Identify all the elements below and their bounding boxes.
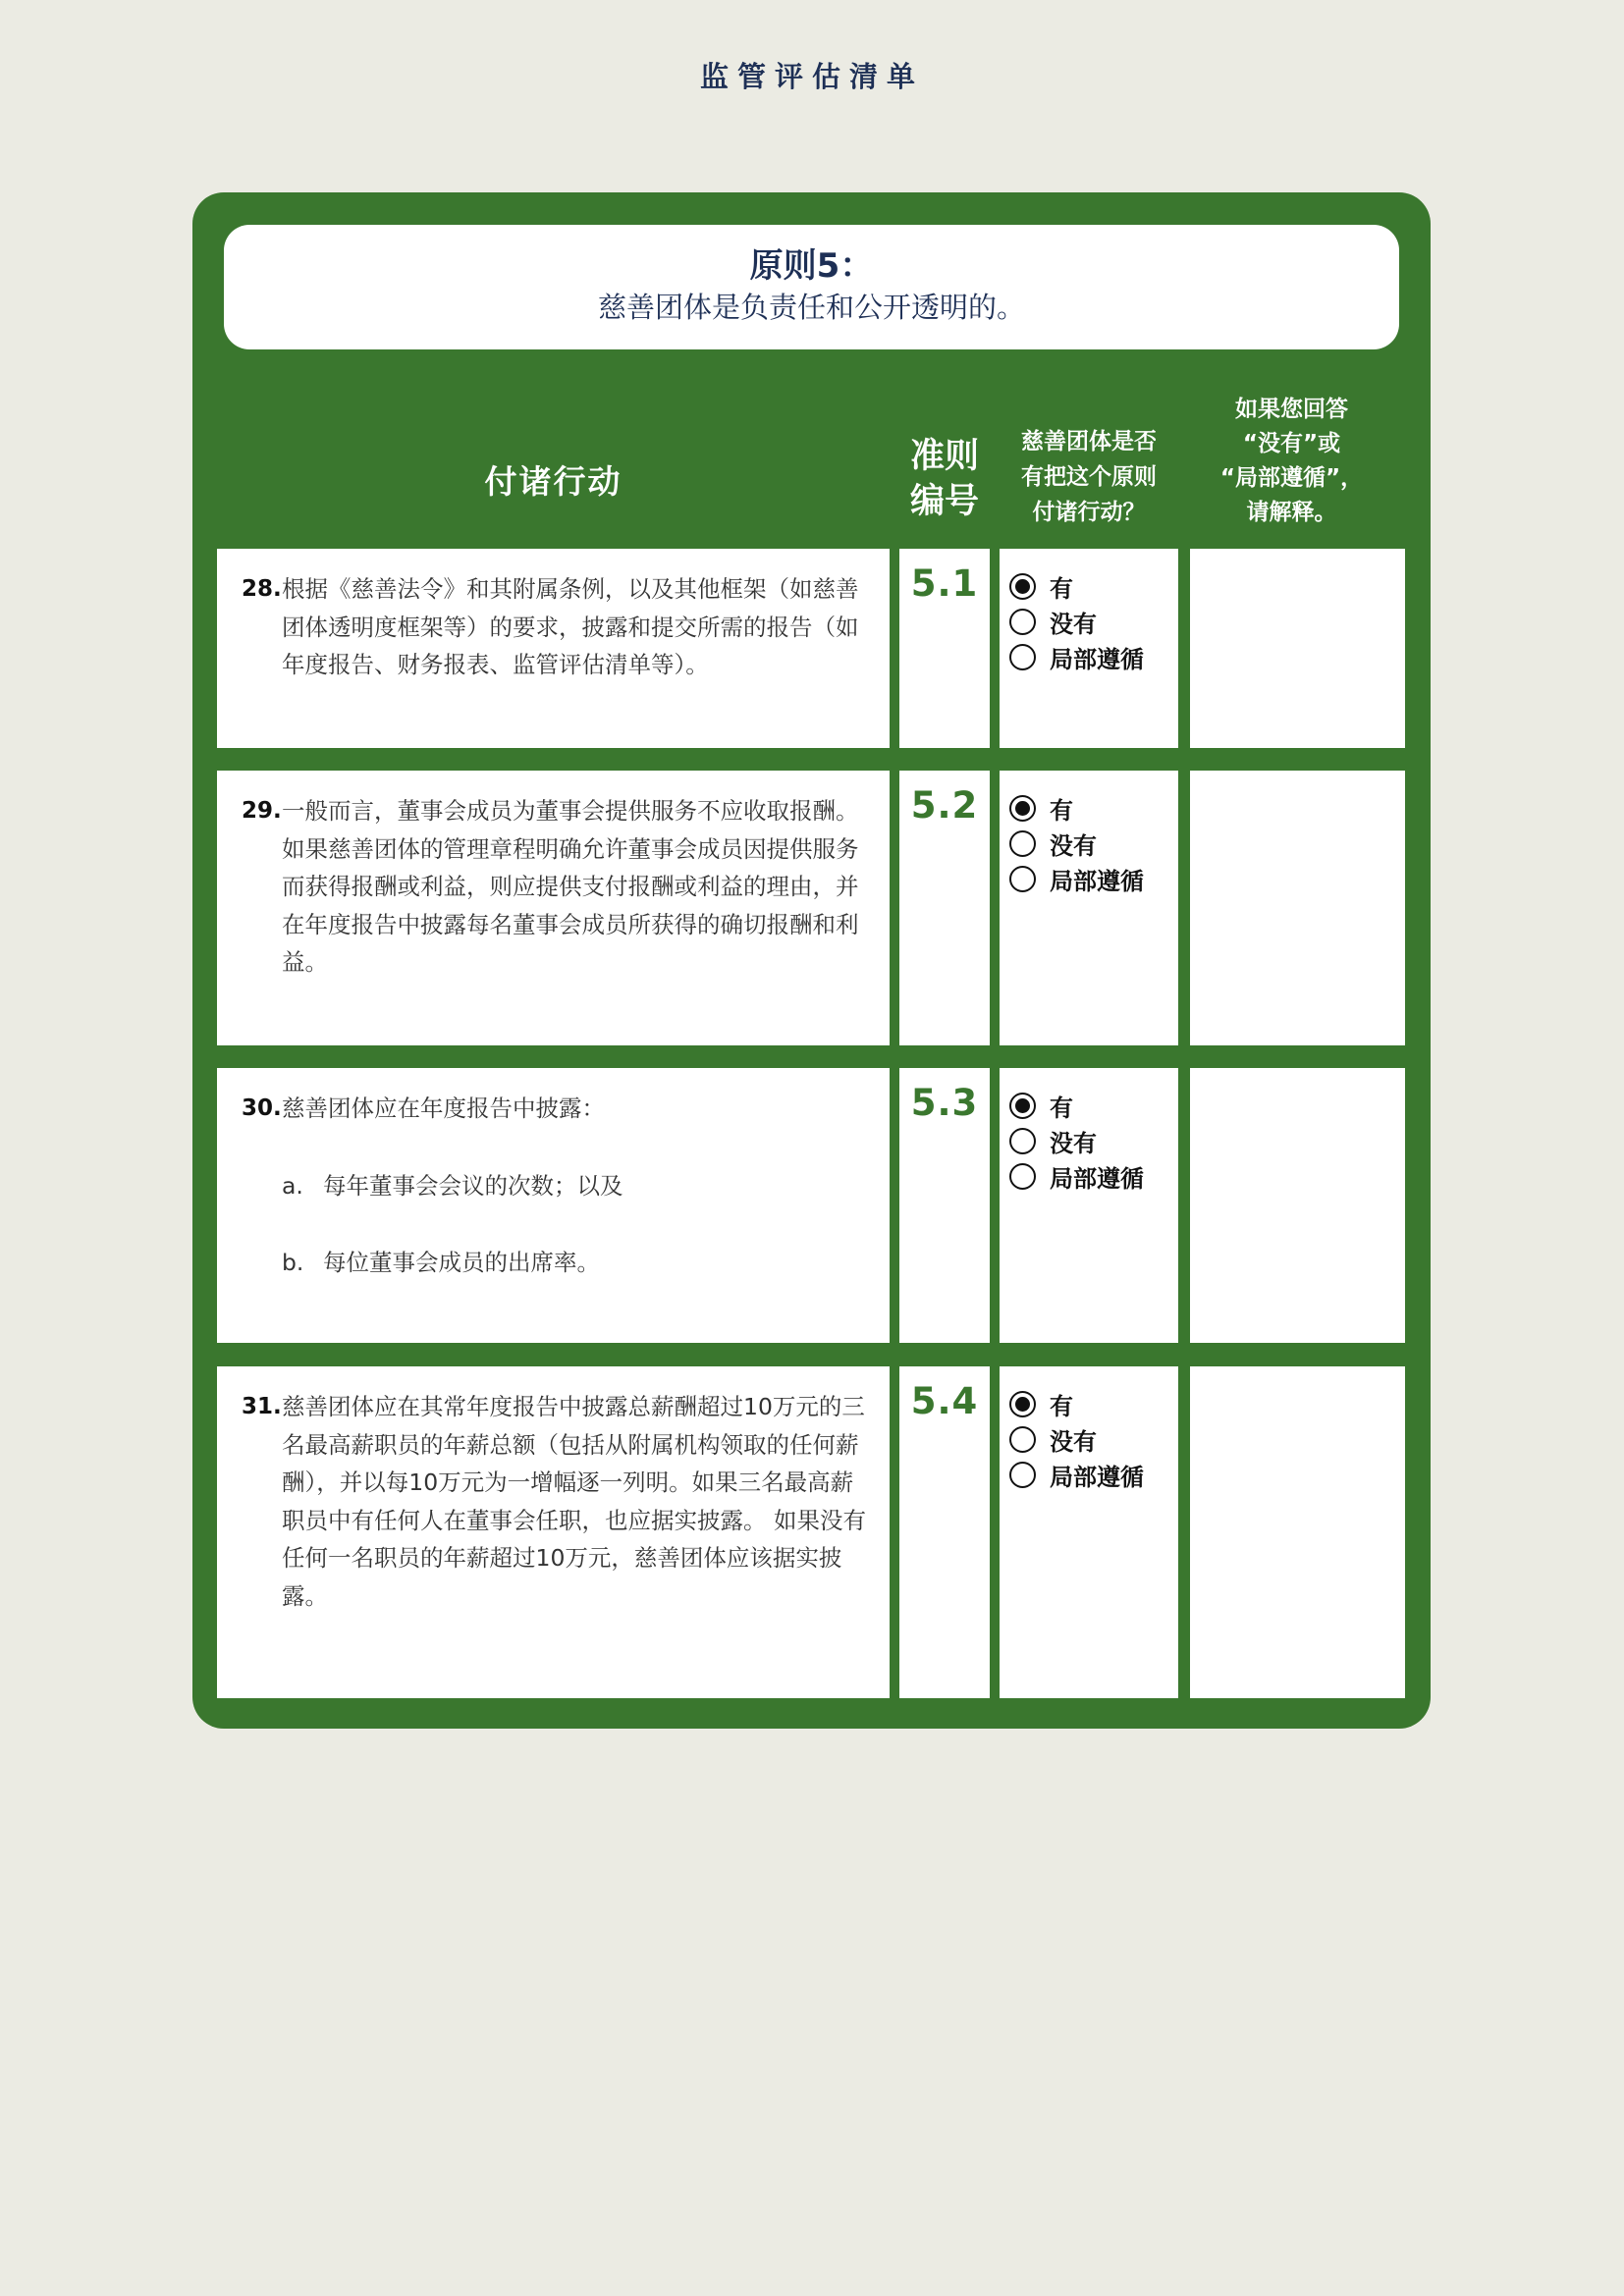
sub-item-b xyxy=(282,1244,623,1282)
option-label: 有 xyxy=(1050,796,1073,825)
rule-number: 5.4 xyxy=(910,1380,979,1422)
explanation-cell[interactable] xyxy=(1190,1068,1405,1343)
explain-header-line: “局部遵循”， xyxy=(1219,465,1364,491)
action-cell xyxy=(217,771,890,1045)
page-title: 监管评估清单 xyxy=(699,60,924,93)
option-label: 没有 xyxy=(1050,831,1097,860)
radio-unchecked-icon[interactable] xyxy=(1009,1163,1036,1190)
rule-cell xyxy=(899,549,990,748)
rule-header-line: 编号 xyxy=(909,482,979,521)
option-label: 没有 xyxy=(1050,610,1097,638)
rule-cell xyxy=(899,1366,990,1698)
item-number: 28. xyxy=(242,576,282,602)
radio-unchecked-icon[interactable] xyxy=(1009,1128,1036,1154)
option-partial[interactable] xyxy=(1009,639,1178,674)
rule-number: 5.3 xyxy=(910,1082,979,1124)
principle-text: 慈善团体是负责任和公开透明的。 xyxy=(597,291,1025,324)
applied-cell xyxy=(1000,1068,1178,1343)
applied-header-line: 有把这个原则 xyxy=(1021,464,1157,490)
explanation-cell[interactable] xyxy=(1190,549,1405,748)
radio-unchecked-icon[interactable] xyxy=(1009,644,1036,670)
action-cell xyxy=(217,1366,890,1698)
rule-cell xyxy=(899,771,990,1045)
rule-number: 5.2 xyxy=(910,784,979,827)
column-header-explain xyxy=(1186,383,1397,540)
action-cell xyxy=(217,1068,890,1343)
option-no[interactable] xyxy=(1009,1123,1178,1158)
explanation-cell[interactable] xyxy=(1190,771,1405,1045)
radio-unchecked-icon[interactable] xyxy=(1009,1462,1036,1488)
radio-checked-icon[interactable] xyxy=(1009,1391,1036,1417)
option-partial[interactable] xyxy=(1009,861,1178,896)
action-text: 一般而言，董事会成员为董事会提供服务不应收取报酬。如果慈善团体的管理章程明确允许董事会成员因提供服务而获得报酬或利益，则应提供支付报酬或利益的理由，并在年度报告中披露每名董事会成员所获得的确切报酬和利益。 xyxy=(282,797,859,976)
option-partial[interactable] xyxy=(1009,1158,1178,1194)
option-yes[interactable] xyxy=(1009,1088,1178,1123)
rule-cell xyxy=(899,1068,990,1343)
sub-item-a xyxy=(282,1167,623,1205)
action-text: 慈善团体应在其常年度报告中披露总薪酬超过10万元的三名最高薪职员的年薪总额（包括从附属机构领取的任何薪酬），并以每10万元为一增幅逐一列明。如果三名最高薪职员中有任何人在董事会任职，也应据实披露。 如果没有任何一名职员的年薪超过10万元，慈善团体应该据实披露。 xyxy=(282,1393,866,1610)
principle-title: 原则5： xyxy=(749,246,874,286)
sub-item-text: 每年董事会会议的次数；以及 xyxy=(323,1171,623,1200)
action-text: 慈善团体应在年度报告中披露： xyxy=(282,1095,605,1122)
applied-cell xyxy=(1000,1366,1178,1698)
item-number: 30. xyxy=(242,1095,282,1121)
column-header-rule-number xyxy=(897,415,992,543)
radio-unchecked-icon[interactable] xyxy=(1009,866,1036,892)
sub-item-text: 每位董事会成员的出席率。 xyxy=(323,1249,600,1276)
radio-unchecked-icon[interactable] xyxy=(1009,830,1036,857)
option-label: 没有 xyxy=(1050,1427,1097,1456)
principle-panel xyxy=(192,192,1431,1729)
sub-item-label: a. xyxy=(282,1171,303,1200)
action-text: 根据《慈善法令》和其附属条例，以及其他框架（如慈善团体透明度框架等）的要求，披露和提交所需的报告（如年度报告、财务报表、监管评估清单等）。 xyxy=(282,575,859,678)
sub-item-label: b. xyxy=(282,1249,304,1276)
item-number: 29. xyxy=(242,798,282,824)
option-label: 局部遵循 xyxy=(1050,867,1144,895)
applied-cell xyxy=(1000,771,1178,1045)
option-label: 局部遵循 xyxy=(1050,1463,1144,1491)
option-no[interactable] xyxy=(1009,826,1178,861)
option-label: 局部遵循 xyxy=(1050,645,1144,673)
explanation-cell[interactable] xyxy=(1190,1366,1405,1698)
option-yes[interactable] xyxy=(1009,1386,1178,1421)
radio-unchecked-icon[interactable] xyxy=(1009,1426,1036,1453)
item-number: 31. xyxy=(242,1394,282,1419)
option-label: 有 xyxy=(1050,1094,1073,1122)
option-label: 没有 xyxy=(1050,1129,1097,1157)
radio-unchecked-icon[interactable] xyxy=(1009,609,1036,635)
action-cell xyxy=(217,549,890,748)
explain-header-line: 如果您回答 xyxy=(1234,397,1348,422)
radio-checked-icon[interactable] xyxy=(1009,1093,1036,1119)
option-yes[interactable] xyxy=(1009,790,1178,826)
rule-header-line: 准则 xyxy=(909,437,979,476)
radio-checked-icon[interactable] xyxy=(1009,573,1036,600)
option-label: 局部遵循 xyxy=(1050,1164,1144,1193)
column-header-applied xyxy=(996,399,1182,556)
option-label: 有 xyxy=(1050,574,1073,603)
radio-checked-icon[interactable] xyxy=(1009,795,1036,822)
option-no[interactable] xyxy=(1009,1421,1178,1457)
option-no[interactable] xyxy=(1009,604,1178,639)
explain-header-line: 请解释。 xyxy=(1246,500,1337,525)
option-partial[interactable] xyxy=(1009,1457,1178,1492)
explain-header-line: “没有”或 xyxy=(1242,431,1341,456)
applied-header-line: 慈善团体是否 xyxy=(1021,429,1157,454)
principle-header xyxy=(224,225,1399,349)
applied-header-line: 付诸行动？ xyxy=(1032,500,1146,525)
column-header-action: 付诸行动 xyxy=(484,461,623,501)
option-label: 有 xyxy=(1050,1392,1073,1420)
applied-cell xyxy=(1000,549,1178,748)
rule-number: 5.1 xyxy=(910,562,979,605)
option-yes[interactable] xyxy=(1009,568,1178,604)
